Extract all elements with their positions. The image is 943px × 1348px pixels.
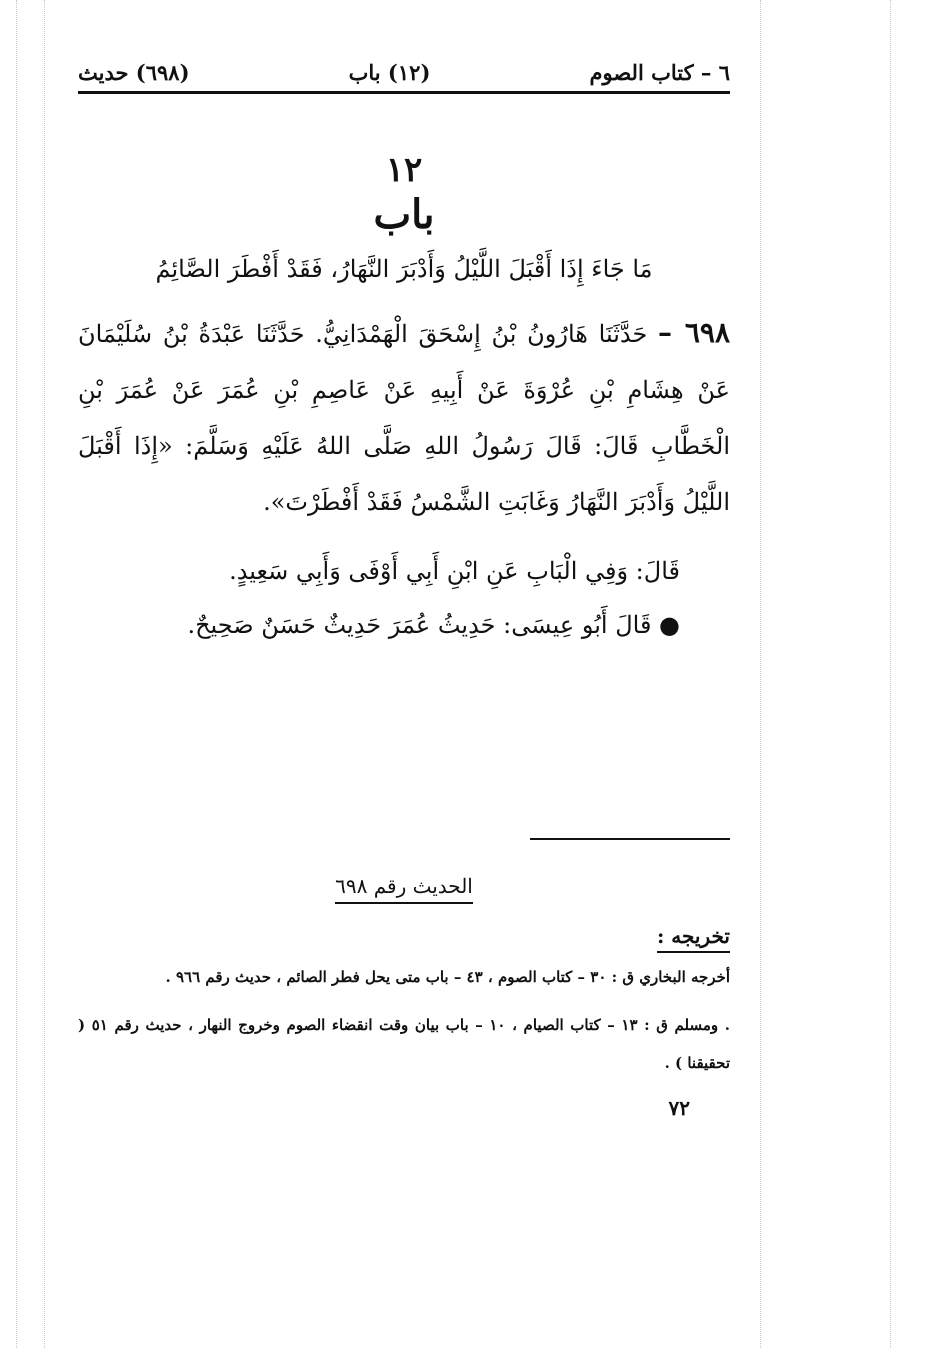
footnote-heading: [78, 874, 730, 898]
footnote-paragraph: . ومسلم ق : ١٣ – كتاب الصيام ، ١٠ – باب بيان وقت انقضاء الصوم وخروج النهار ، حديث رقم ٥١ ( تحقيقنا ) .: [78, 1015, 730, 1072]
footnote-divider: [530, 838, 730, 840]
scan-line: [44, 0, 45, 1348]
header-chapter: (١٢) باب: [348, 60, 431, 85]
chapter-word: باب: [373, 191, 435, 239]
footnote-label: [78, 924, 730, 948]
scan-line: [890, 0, 891, 1348]
footnote-label-text: تخريجه :: [657, 924, 730, 953]
grading-note: ● قَالَ أَبُو عِيسَى: حَدِيثُ عُمَرَ حَدِيثٌ حَسَنٌ صَحِيحٌ.: [187, 610, 680, 639]
footnote-heading-text: الحديث رقم ٦٩٨: [335, 874, 473, 904]
chapter-title: مَا جَاءَ إِذَا أَقْبَلَ اللَّيْلُ وَأَدْبَرَ النَّهَارُ، فَقَدْ أَفْطَرَ الصَّائِمُ: [155, 255, 653, 284]
footnote-paragraph: أخرجه البخاري ق : ٣٠ – كتاب الصوم ، ٤٣ – باب متى يحل فطر الصائم ، حديث رقم ٩٦٦ .: [165, 967, 730, 986]
hadith-text: حَدَّثَنَا هَارُونُ بْنُ إِسْحَقَ الْهَمْدَانِيُّ. حَدَّثَنَا عَبْدَةُ بْنُ سُلَيْمَانَ عَنْ هِشَامِ بْنِ عُرْوَةَ عَنْ أَبِيهِ عَنْ عَاصِمِ بْنِ عُمَرَ عَنْ عُمَرَ بْنِ الْخَطَّابِ قَالَ: قَالَ رَسُولُ اللهِ صَلَّى اللهُ عَلَيْهِ وَسَلَّمَ: «إِذَا أَقْبَلَ اللَّيْلُ وَأَدْبَرَ النَّهَارُ وَغَابَتِ الشَّمْسُ فَقَدْ أَفْطَرْتَ».: [78, 319, 730, 516]
header-hadith-number: (٦٩٨) حديث: [78, 60, 190, 85]
hadith-paragraph: [78, 305, 730, 530]
scan-line: [760, 0, 761, 1348]
book-page: [78, 60, 730, 1120]
chapter-note: قَالَ: وَفِي الْبَابِ عَنِ ابْنِ أَبِي أَوْفَى وَأَبِي سَعِيدٍ.: [229, 556, 680, 585]
chapter-number: ١٢: [385, 150, 423, 190]
page-number: ٧٢: [668, 1095, 690, 1120]
header-book-title: ٦ – كتاب الصوم: [589, 60, 730, 85]
running-header: [78, 60, 730, 94]
scan-line: [16, 0, 17, 1348]
hadith-number: ٦٩٨ –: [658, 315, 731, 349]
